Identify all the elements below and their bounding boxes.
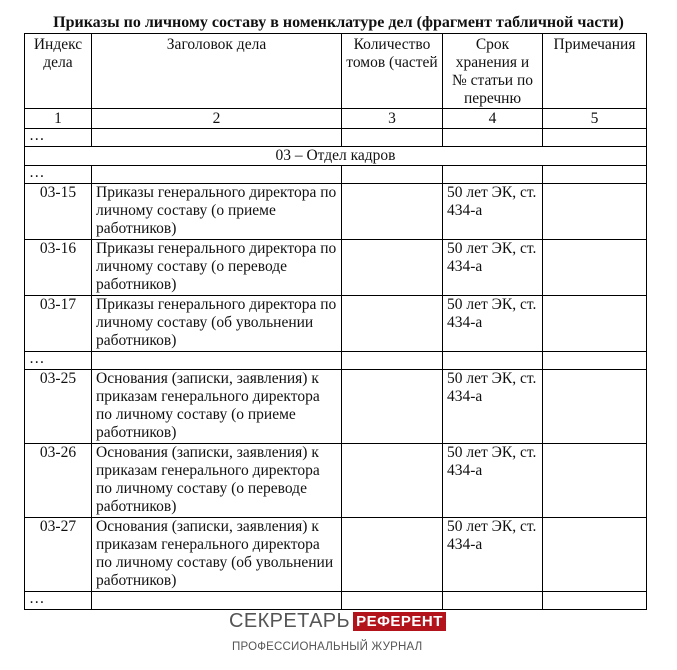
case-volumes [342,518,443,592]
section-title: 03 – Отдел кадров [25,147,647,166]
table-row [25,296,647,352]
case-notes [543,370,647,444]
case-title: Приказы генерального директора по личному составу (о переводе работников) [92,240,342,296]
header-title: Заголовок дела [92,34,342,109]
column-number: 1 [25,109,92,129]
case-notes [543,444,647,518]
case-term: 50 лет ЭК, ст. 434-а [443,518,543,592]
brand-name-part2: РЕФЕРЕНТ [353,612,446,631]
case-index: 03-27 [25,518,92,592]
ellipsis-row [25,592,647,610]
table-row [25,444,647,518]
document-title: Приказы по личному составу в номенклатуре дел (фрагмент табличной части) [53,14,624,31]
table-row [25,518,647,592]
journal-subtitle: ПРОФЕССИОНАЛЬНЫЙ ЖУРНАЛ [232,641,423,653]
case-title: Основания (записки, заявления) к приказам генерального директора по личному составу (об увольнении работников) [92,518,342,592]
case-term: 50 лет ЭК, ст. 434-а [443,240,543,296]
column-number: 4 [443,109,543,129]
header-row [25,34,647,109]
ellipsis-row [25,129,647,147]
ellipsis: … [25,129,92,147]
column-number: 2 [92,109,342,129]
ellipsis: … [25,352,92,370]
column-number-row [25,109,647,129]
case-notes [543,518,647,592]
case-notes [543,296,647,352]
case-term: 50 лет ЭК, ст. 434-а [443,370,543,444]
header-index: Индекс дела [25,34,92,109]
case-index: 03-15 [25,184,92,240]
header-term: Срок хранения и № статьи по перечню [443,34,543,109]
ellipsis: … [25,166,92,184]
case-title: Основания (записки, заявления) к приказам генерального директора по личному составу (о приеме работников) [92,370,342,444]
header-notes: Примечания [543,34,647,109]
case-title: Приказы генерального директора по личному составу (о приеме работников) [92,184,342,240]
table-row [25,370,647,444]
nomenclature-table [24,33,647,610]
column-number: 5 [543,109,647,129]
header-volumes: Количество томов (частей [342,34,443,109]
ellipsis-row [25,166,647,184]
ellipsis-row [25,352,647,370]
case-title: Приказы генерального директора по личному составу (об увольнении работников) [92,296,342,352]
case-index: 03-17 [25,296,92,352]
case-notes [543,240,647,296]
brand-name-part1: СЕКРЕТАРЬ [229,609,351,632]
table-row [25,184,647,240]
case-index: 03-25 [25,370,92,444]
case-volumes [342,444,443,518]
table-row [25,240,647,296]
journal-logo [229,609,446,633]
case-term: 50 лет ЭК, ст. 434-а [443,184,543,240]
case-index: 03-26 [25,444,92,518]
case-title: Основания (записки, заявления) к приказам генерального директора по личному составу (о переводе работников) [92,444,342,518]
case-volumes [342,296,443,352]
ellipsis: … [25,592,92,610]
case-term: 50 лет ЭК, ст. 434-а [443,296,543,352]
case-volumes [342,370,443,444]
section-row [25,147,647,166]
case-term: 50 лет ЭК, ст. 434-а [443,444,543,518]
case-notes [543,184,647,240]
case-volumes [342,184,443,240]
case-index: 03-16 [25,240,92,296]
case-volumes [342,240,443,296]
column-number: 3 [342,109,443,129]
